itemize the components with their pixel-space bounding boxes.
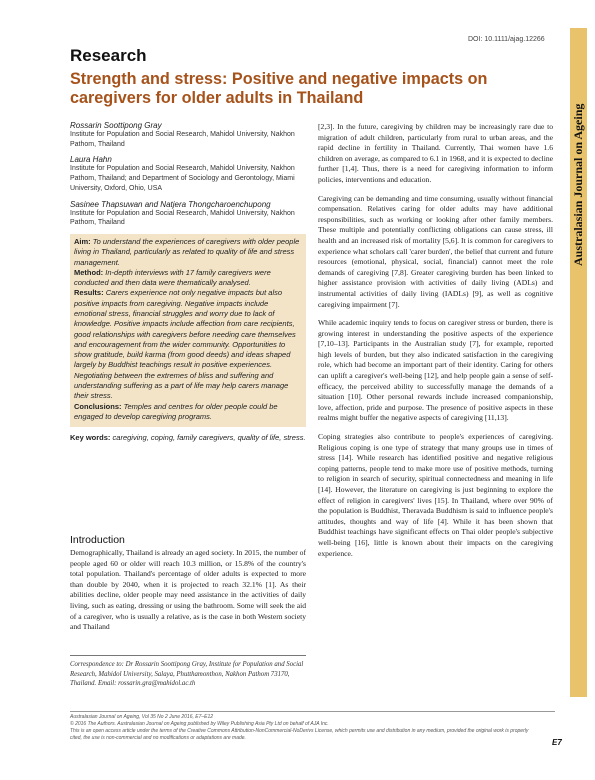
doi: DOI: 10.1111/ajag.12266 [468,36,545,43]
body-paragraph: While academic inquiry tends to focus on caregiver stress or burden, there is growing interest in understanding the positive aspects of the experience [7,10–13]. Participants in the Australian study [7], for example, reported high levels of burden, but they also indicated satisfaction in the caregiving role, which had become an important part of their identity. Caring for others can uplift a caregiver's well-being [12], and help people gain a sense of self-efficacy, the perceived ability to successfully manage the demands of a situation [10]. Other personal rewards include increased companionship, love, affection, pride and purpose. The presence of positive aspects in these realms might buffer the negative aspects of caregiving [11,13]. [318,318,553,423]
body-paragraph: Coping strategies also contribute to people's experiences of caregiving. Religious coping is one type of strategy that many groups use in times of stress [14]. While research has identified positive and negative religious coping patterns, people tend to make more use of positive methods, turning to religion in search of security, spiritual connectedness and meaning in life [14]. However, the literature on caregiving is just beginning to explore the effect of religion in caregivers' lives [15]. In Thailand, where over 90% of the population is Buddhist, Theravada Buddhism is said to influence people's attitudes, thoughts and way of life [4]. While it has been shown that Buddhist teachings have significant effects on Thai older people's subjective well-being [16], little is known about their impacts on the caregiving experience. [318,432,553,558]
footer-divider [70,711,555,712]
keywords [70,433,306,443]
abstract-results-label: Results: [74,288,104,298]
abstract-conclusions [74,402,302,423]
footer-license: This is an open access article under the terms of the Creative Commons Attribution-NonCommercial-NoDerivs License, which permits use and distribution in any medium, provided the original work is properly [70,728,529,734]
abstract-conclusions-label: Conclusions: [74,401,122,411]
journal-name: Australasian Journal on Ageing [571,103,585,266]
author-name: Rossarin Soottipong Gray [70,121,162,130]
introduction-heading: Introduction [70,534,125,546]
author-affiliation: Institute for Population and Social Research, Mahidol University, Nakhon Pathom, Thailand [70,131,295,148]
abstract-results [74,288,302,401]
footer [70,714,540,742]
keywords-text: caregiving, coping, family caregivers, quality of life, stress. [112,433,306,443]
author-block [70,200,306,228]
introduction-text: Demographically, Thailand is already an aged society. In 2015, the number of people aged 60 or older will reach 10.3 million, or 15.8% of the country's total population. Thailand's percentage of older adults is expected to more than double by 2040, when it is projected to reach 32.1% [1]. As their abilities decline, older people may need assistance in the activities of daily living, such as eating, dressing or using the bathroom. Some will seek the aid of a caregiver, who is usually a relative, as is the case in both Western society and Thailand [70,548,306,632]
footer-copyright: © 2016 The Authors. Australasian Journal on Ageing published by Wiley Publishing Asia Pty Ltd on behalf of AJA Inc. [70,721,329,727]
author-block [70,121,306,149]
right-column [318,122,553,567]
abstract-method-text: In-depth interviews with 17 family caregivers were conducted and then data were thematically analysed. [74,267,271,288]
abstract-aim [74,237,302,268]
author-affiliation: Institute for Population and Social Research, Mahidol University, Nakhon Pathom, Thailand [70,209,295,227]
abstract-conclusions-text: Temples and centres for older people could be engaged to develop caregiving programs. [74,401,278,421]
abstract-box [70,234,306,427]
author-block [70,155,306,193]
page-number: E7 [552,738,562,747]
abstract-aim-label: Aim: [74,236,91,246]
author-abstract-column [70,121,306,443]
footer-license: cited, the use is non-commercial and no modifications or adaptations are made. [70,735,246,741]
article-title: Strength and stress: Positive and negative impacts on caregivers for older adults in Thailand [70,70,488,107]
correspondence: Correspondence to: Dr Rossarin Soottipong Gray, Institute for Population and Social Research, Mahidol University, Salaya, Phutthamonthon, Nakhon Pathom 73170, Thailand. Email: rossarin.gra@mahidol.ac.th [70,661,304,687]
correspondence-divider [70,655,306,656]
abstract-method [74,268,302,289]
footer-citation: Australasian Journal on Ageing, Vol 35 No 2 June 2016, E7–E12 [70,714,214,720]
abstract-method-label: Method: [74,267,104,277]
body-paragraph: Caregiving can be demanding and time consuming, usually without financial compensation. Relatives caring for older adults may have additional responsibilities, such as working or looking after other family members. These multiple and potentially conflicting obligations can cause stress, ill health and an increased risk of mortality [5,6]. It is common for caregivers to experience what scholars call 'carer burden', the belief that current and future resources (emotional, physical, social, financial) cannot meet the role demands of caregiving [7,8]. Greater caregiving burden has been linked to higher assistance provision with activities of daily living (ADLs) and instrumental activities of daily living (IADLs) [9], as well as cognitive caregiving impairment [7]. [318,193,553,309]
abstract-results-text: Carers experience not only negative impacts but also positive impacts from caregiving. Negative impacts include emotional stress, financial struggles and worry due to lack of knowledge. Positive impacts include affection from care recipients, good relationships with caregivers before needing care themselves and encouragement from the wider community. Opportunities to show gratitude, build karma (from good deeds) and ideas shaped largely by Buddhist teachings result in positive experiences. Negotiating between the extremes of bliss and suffering and understanding suffering as a part of life may help carers manage their stress. [74,288,296,401]
author-name: Laura Hahn [70,155,112,165]
keywords-label: Key words: [70,433,111,443]
abstract-aim-text: To understand the experiences of caregivers with older people living in Thailand, particularly as related to quality of life and stress management. [74,236,300,267]
body-paragraph: [2,3]. In the future, caregiving by children may be increasingly rare due to migration of adult children, particularly from rural to urban areas, and the rapid decline in fertility in Thailand. Currently, Thai women have 1.6 children on average, as compared to 6.1 in 1968, and it is expected to decline further [1,4]. Thus, there is a need for caregiving information to inform policies, interventions and education. [318,122,553,184]
author-affiliation: Institute for Population and Social Research, Mahidol University, Nakhon Pathom, Thailand; and Department of Sociology and Gerontology, Miami University, Oxford, Ohio, USA [70,165,295,192]
section-label: Research [70,46,147,65]
author-name: Sasinee Thapsuwan and Natjera Thongcharoenchupong [70,199,271,209]
